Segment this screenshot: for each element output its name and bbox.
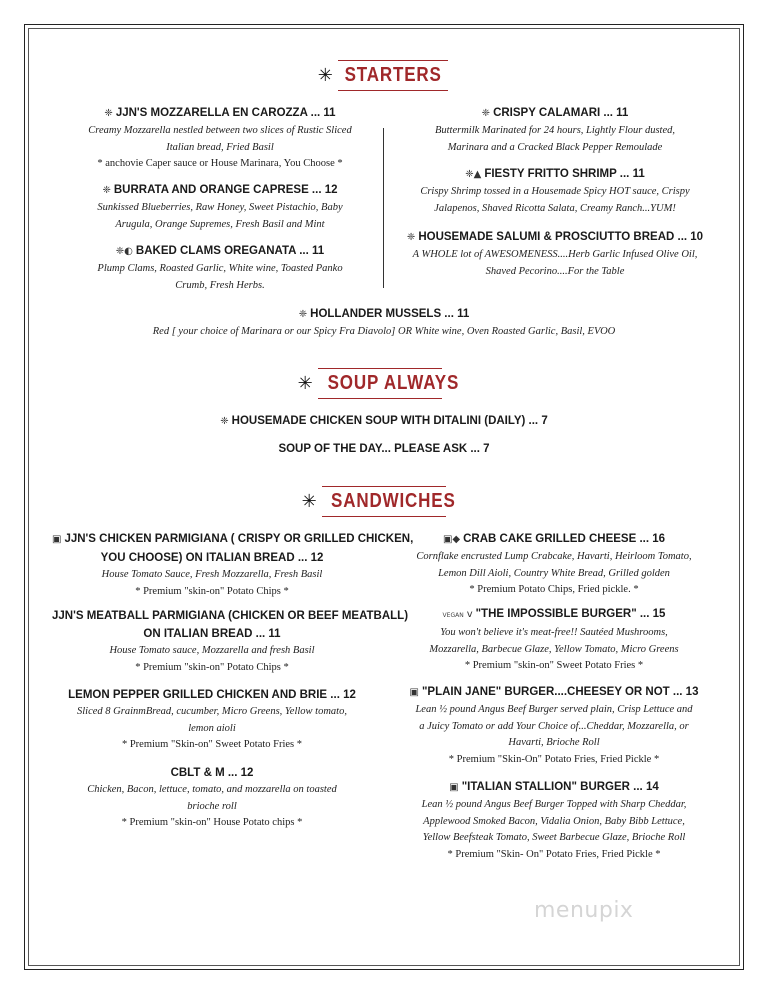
heading-rule (318, 398, 442, 399)
item-name: ON ITALIAN BREAD ... 11 (143, 628, 281, 640)
item-description: Yellow Beefsteak Tomato, Sweet Barbecue Glaze, Brioche Roll (422, 832, 686, 843)
heading-rule (338, 90, 448, 91)
snowflake-icon: ❈ (102, 185, 111, 196)
crab-icon: ▣◆ (442, 534, 461, 545)
item-name: "THE IMPOSSIBLE BURGER" ... 15 (475, 608, 666, 620)
item-name: SOUP OF THE DAY... PLEASE ASK ... 7 (278, 443, 490, 455)
menu-item-clams (60, 242, 380, 294)
item-description: Crumb, Fresh Herbs. (175, 279, 265, 291)
spicy-flame-icon: ❈▲ (465, 169, 482, 180)
item-description: Havarti, Brioche Roll (508, 737, 600, 748)
item-description: House Tomato Sauce, Fresh Mozzarella, Fresh Basil (101, 569, 323, 580)
item-description: Lemon Dill Aioli, Country White Bread, Grilled golden (438, 567, 670, 579)
menu-item-chicken-soup (60, 412, 708, 431)
item-description: lemon aioli (188, 722, 236, 734)
item-description: Lean ½ pound Angus Beef Burger Topped with Sharp Cheddar, (421, 799, 687, 810)
item-description: Sunkissed Blueberries, Raw Honey, Sweet Pistachio, Baby (97, 202, 343, 213)
item-name: FIESTY FRITTO SHRIMP ... 11 (484, 168, 645, 180)
section-title: STARTERS (344, 64, 442, 86)
item-description: Creamy Mozzarella nestled between two slices of Rustic Sliced (88, 125, 352, 136)
item-description: Mozzarella, Barbecue Glaze, Yellow Tomato, Micro Greens (429, 643, 679, 655)
item-description: Cornflake encrusted Lump Crabcake, Havarti, Heirloom Tomato, (416, 551, 692, 562)
item-description: Shaved Pecorino....For the Table (485, 265, 625, 277)
item-description: Italian bread, Fried Basil (166, 141, 274, 153)
snowflake-icon: ❈ (104, 108, 113, 119)
menu-item-shrimp (388, 165, 722, 217)
soup-heading (0, 368, 768, 399)
item-note: * Premium "skin-on" Potato Chips * (135, 585, 289, 597)
item-description: You won't believe it's meat-free!! Sautéed Mushrooms, (440, 627, 668, 638)
item-name: BAKED CLAMS OREGANATA ... 11 (135, 245, 325, 257)
clam-icon: ❈◐ (115, 246, 133, 257)
starters-heading (0, 60, 768, 91)
snowflake-icon: ❈ (298, 309, 308, 320)
heading-rule (322, 486, 446, 487)
item-description: Plump Clams, Roasted Garlic, White wine, Toasted Panko (97, 263, 343, 274)
section-title: SOUP ALWAYS (327, 372, 459, 394)
menu-item-italian-stallion (386, 778, 722, 863)
item-note: * Premium "Skin-On" Potato Fries, Fried Pickle * (448, 753, 660, 765)
item-name: CBLT & M ... 12 (170, 767, 254, 779)
bread-icon: ▣ (449, 782, 459, 793)
menu-item-mozzarella (60, 104, 380, 173)
item-name: HOUSEMADE CHICKEN SOUP WITH DITALINI (DAILY) ... 7 (231, 415, 548, 427)
item-note: * Premium "Skin- On" Potato Fries, Fried Pickle * (447, 848, 661, 860)
item-note: * Premium Potato Chips, Fried pickle. * (469, 584, 639, 595)
menu-item-calamari (388, 104, 722, 156)
watermark-logo: menupix (534, 898, 634, 923)
sandwiches-heading (0, 486, 768, 517)
vegan-check-icon: v (466, 609, 473, 620)
menu-item-cblt (52, 764, 372, 832)
item-note: * Premium "skin-on" Sweet Potato Fries * (464, 660, 644, 671)
column-divider (383, 128, 384, 288)
item-description: A WHOLE lot of AWESOMENESS....Herb Garlic Infused Olive Oil, (412, 249, 698, 260)
asterisk-icon: ✳ (317, 65, 333, 86)
item-description: Buttermilk Marinated for 24 hours, Lightly Flour dusted, (434, 125, 676, 136)
item-description: House Tomato sauce, Mozzarella and fresh Basil (109, 645, 315, 656)
menu-item-burrata (60, 181, 380, 233)
item-description: Sliced 8 GrainmBread, cucumber, Micro Greens, Yellow tomato, (77, 706, 347, 717)
item-name: CRISPY CALAMARI ... 11 (493, 107, 629, 119)
menu-item-salumi (388, 228, 722, 280)
item-note: * anchovie Caper sauce or House Marinara, You Choose * (97, 158, 343, 169)
item-description: Applewood Smoked Bacon, Vidalia Onion, Baby Bibb Lettuce, (423, 815, 685, 827)
bread-icon: ▣ (409, 687, 419, 698)
heading-rule (322, 516, 446, 517)
snowflake-icon: ❈ (220, 416, 229, 427)
snowflake-icon: ❈ (481, 108, 491, 119)
item-note: * Premium "skin-on" Potato Chips * (135, 661, 289, 673)
item-description: Arugula, Orange Supremes, Fresh Basil and Mint (115, 218, 325, 230)
asterisk-icon: ✳ (301, 491, 317, 512)
item-name: LEMON PEPPER GRILLED CHICKEN AND BRIE ... 12 (68, 689, 356, 701)
item-name: JJN'S MEATBALL PARMIGIANA (CHICKEN OR BEEF MEATBALL) (52, 610, 409, 622)
item-name: HOLLANDER MUSSELS ... 11 (310, 308, 470, 320)
item-description: Chicken, Bacon, lettuce, tomato, and mozzarella on toasted (87, 784, 337, 795)
menu-item-plain-jane (386, 683, 722, 768)
snowflake-icon: ❈ (406, 232, 416, 243)
menu-item-crab-cake (386, 530, 722, 599)
item-name: JJN'S CHICKEN PARMIGIANA ( CRISPY OR GRILLED CHICKEN, (64, 533, 414, 545)
menu-item-lemon-pepper (52, 686, 372, 754)
item-name: HOUSEMADE SALUMI & PROSCIUTTO BREAD ... 10 (418, 231, 704, 243)
item-description: brioche roll (187, 800, 237, 812)
heading-rule (318, 368, 442, 369)
asterisk-icon: ✳ (297, 373, 313, 394)
menu-item-impossible-burger (386, 605, 722, 675)
menu-item-meatball (52, 607, 409, 676)
item-name: "PLAIN JANE" BURGER....CHEESEY OR NOT ... 13 (421, 686, 699, 698)
heading-rule (338, 60, 448, 61)
item-description: a Juicy Tomato or add Your Choice of...Cheddar, Mozzarella, or (419, 720, 689, 732)
bread-icon: ▣ (52, 534, 62, 545)
item-name: CRAB CAKE GRILLED CHEESE ... 16 (463, 533, 666, 545)
menu-item-soup-of-day (60, 440, 708, 458)
item-name: "ITALIAN STALLION" BURGER ... 14 (461, 781, 659, 793)
item-description: Marinara and a Cracked Black Pepper Remoulade (447, 141, 663, 153)
item-name: YOU CHOOSE) ON ITALIAN BREAD ... 12 (100, 552, 324, 564)
section-title: SANDWICHES (330, 490, 456, 512)
item-description: Lean ½ pound Angus Beef Burger served plain, Crisp Lettuce and (415, 704, 693, 715)
item-note: * Premium "skin-on" House Potato chips * (121, 817, 303, 828)
menu-item-mussels (60, 305, 708, 341)
vegan-label: VEGAN (442, 612, 464, 619)
item-description: Red [ your choice of Marinara or our Spicy Fra Diavolo] OR White wine, Oven Roasted Garlic, Basil, EVOO (152, 326, 616, 337)
item-description: Crispy Shrimp tossed in a Housemade Spicy HOT sauce, Crispy (420, 186, 690, 197)
item-description: Jalapenos, Shaved Ricotta Salata, Creamy Ranch...YUM! (434, 202, 676, 214)
menu-item-chicken-parm (52, 530, 414, 600)
item-name: BURRATA AND ORANGE CAPRESE ... 12 (113, 184, 338, 196)
item-name: JJN'S MOZZARELLA EN CAROZZA ... 11 (115, 107, 336, 119)
item-note: * Premium "Skin-on" Sweet Potato Fries * (121, 739, 303, 750)
